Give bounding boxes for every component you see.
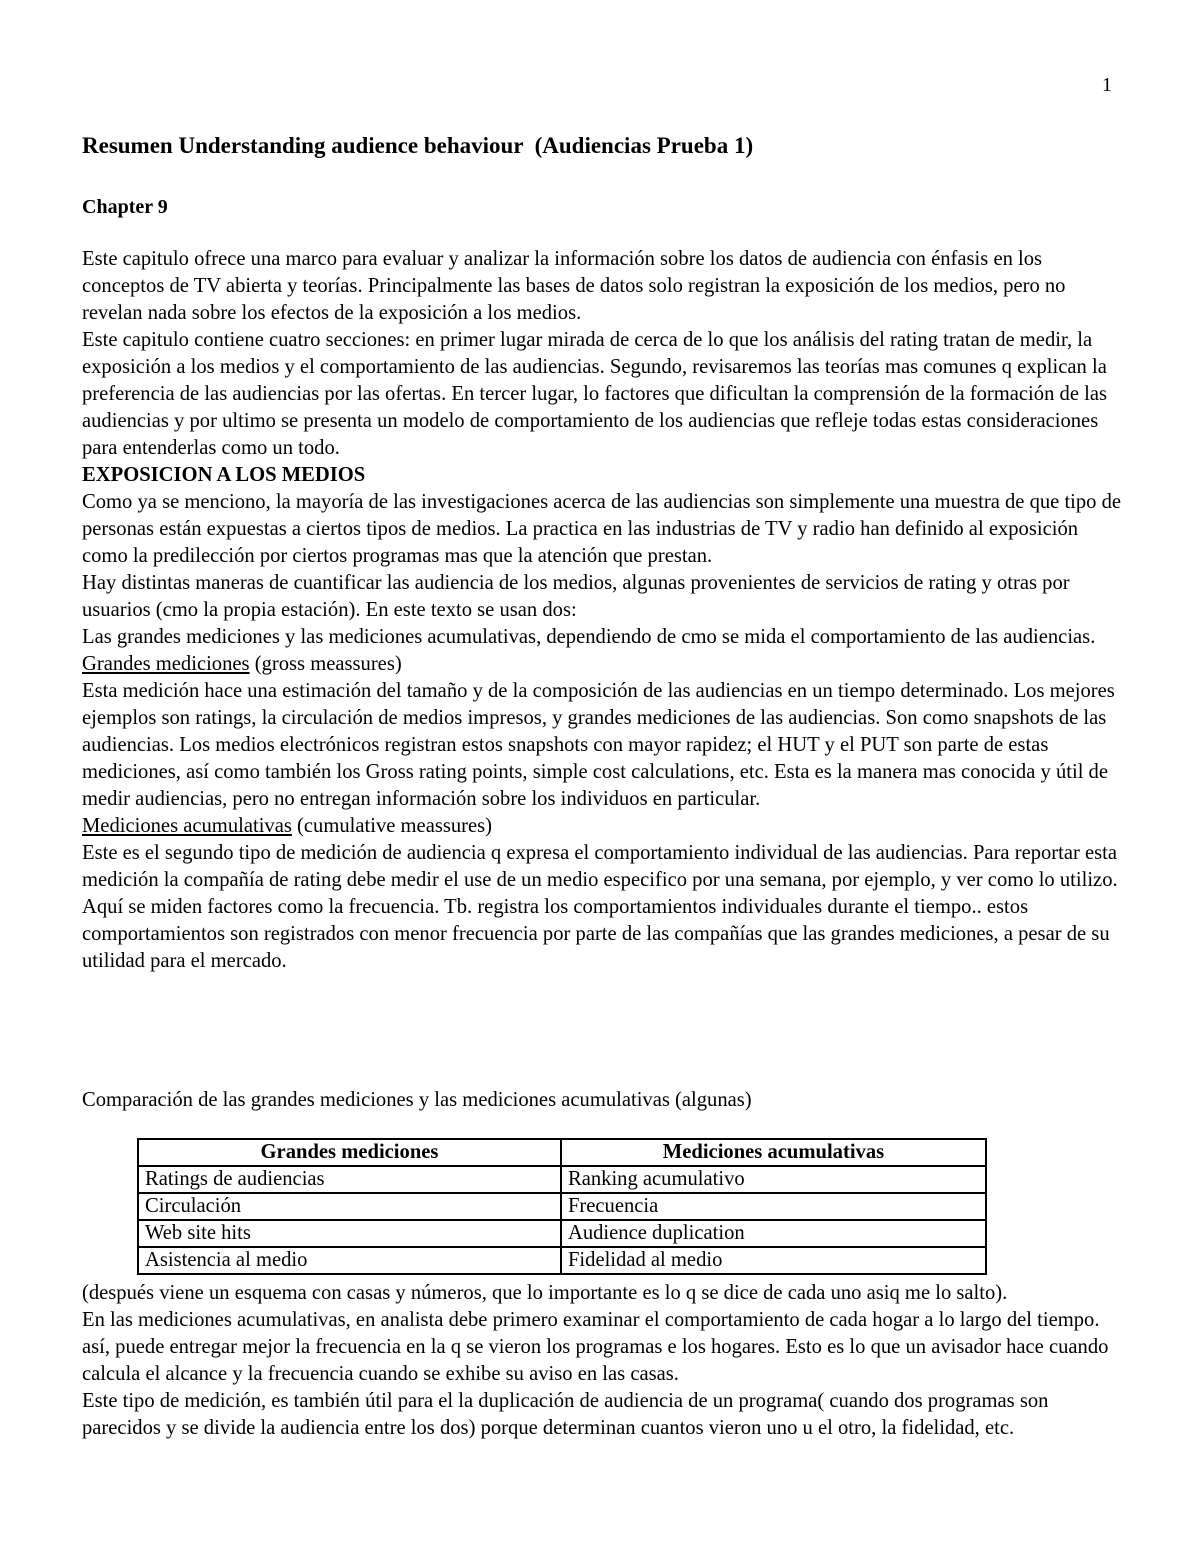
table-header-row — [138, 1139, 986, 1166]
exposicion-paragraph-3: Las grandes mediciones y las mediciones acumulativas, dependiendo de cmo se mida el comportamiento de las audiencias. — [82, 626, 1096, 648]
after-table-paragraph-3: Este tipo de medición, es también útil para el la duplicación de audiencia de un programa( cuando dos programas son parecidos y se divide la audiencia entre los dos) porque determinan cuantos vieron uno u el otro, la fidelidad, etc. — [82, 1390, 1049, 1439]
table-cell: Ratings de audiencias — [138, 1166, 561, 1193]
table-header-acumulativas: Mediciones acumulativas — [561, 1139, 986, 1166]
table-cell: Circulación — [138, 1193, 561, 1220]
grandes-label: Grandes mediciones — [82, 653, 250, 675]
comparison-intro: Comparación de las grandes mediciones y las mediciones acumulativas (algunas) — [82, 1089, 752, 1111]
grandes-label-suffix: (gross meassures) — [249, 653, 402, 675]
intro-paragraph-2: Este capitulo contiene cuatro secciones: en primer lugar mirada de cerca de lo que los análisis del rating tratan de medir, la exposición a los medios y el comportamiento de las audiencias. Segundo, revisaremos las teorías mas comunes q explican la preferencia de las audiencias por las ofertas. En tercer lugar, lo factores que dificultan la comprensión de la formación de las audiencias y por ultimo se presenta un modelo de comportamiento de los audiencias que refleje todas estas consideraciones para entenderlas como un todo. — [82, 329, 1107, 459]
comparison-intro-block — [82, 1087, 1122, 1114]
exposicion-paragraph-2: Hay distintas maneras de cuantificar las audiencia de los medios, algunas provenientes de servicios de rating y otras por usuarios (cmo la propia estación). En este texto se usan dos: — [82, 572, 1070, 621]
table-row — [138, 1193, 986, 1220]
grandes-subheading — [82, 651, 1122, 678]
comparison-table — [137, 1138, 987, 1275]
after-table-paragraph-2: En las mediciones acumulativas, en analista debe primero examinar el comportamiento de cada hogar a lo largo del tiempo. así, puede entregar mejor la frecuencia en la q se vieron los programas e los hogares. Esto es lo que un avisador hace cuando calcula el alcance y la frecuencia cuando se exhibe su aviso en las casas. — [82, 1309, 1109, 1385]
page-number: 1 — [1102, 74, 1112, 96]
table-cell: Ranking acumulativo — [561, 1166, 986, 1193]
table-cell: Audience duplication — [561, 1220, 986, 1247]
acumulativas-label-suffix: (cumulative meassures) — [291, 815, 493, 837]
table-header-grandes: Grandes mediciones — [138, 1139, 561, 1166]
main-text — [82, 246, 1122, 975]
table-row — [138, 1166, 986, 1193]
after-table-paragraph-1: (después viene un esquema con casas y números, que lo importante es lo q se dice de cada uno asiq me lo salto). — [82, 1282, 1008, 1304]
table-cell: Frecuencia — [561, 1193, 986, 1220]
chapter-heading: Chapter 9 — [82, 196, 168, 218]
intro-paragraph-1: Este capitulo ofrece una marco para evaluar y analizar la información sobre los datos de audiencia con énfasis en los conceptos de TV abierta y teorías. Principalmente las bases de datos solo registran la exposición de los medios, pero no revelan nada sobre los efectos de la exposición a los medios. — [82, 248, 1066, 324]
exposicion-paragraph-1: Como ya se menciono, la mayoría de las investigaciones acerca de las audiencias son simplemente una muestra de que tipo de personas están expuestas a ciertos tipos de medios. La practica en las industrias de TV y radio han definido al exposición como la predilección por ciertos programas mas que la atención que prestan. — [82, 491, 1122, 567]
acumulativas-subheading — [82, 813, 1122, 840]
section-heading-exposicion: EXPOSICION A LOS MEDIOS — [82, 464, 366, 486]
document-title: Resumen Understanding audience behaviour (Audiencias Prueba 1) — [82, 133, 754, 158]
acumulativas-paragraph: Este es el segundo tipo de medición de audiencia q expresa el comportamiento individual de las audiencias. Para reportar esta medición la compañía de rating debe medir el use de un medio especifico por una semana, por ejemplo, y ver como lo utilizo. Aquí se miden factores como la frecuencia. Tb. registra los comportamientos individuales durante el tiempo.. estos comportamientos son registrados con menor frecuencia por parte de las compañías que las grandes mediciones, a pesar de su utilidad para el mercado. — [82, 842, 1118, 972]
table-cell: Fidelidad al medio — [561, 1247, 986, 1274]
grandes-paragraph: Esta medición hace una estimación del tamaño y de la composición de las audiencias en un tiempo determinado. Los mejores ejemplos son ratings, la circulación de medios impresos, y grandes mediciones de las audiencias. Son como snapshots de las audiencias. Los medios electrónicos registran estos snapshots con mayor rapidez; el HUT y el PUT son parte de estas mediciones, así como también los Gross rating points, simple cost calculations, etc. Esta es la manera mas conocida y útil de medir audiencias, pero no entregan información sobre los individuos en particular. — [82, 680, 1115, 810]
table-cell: Web site hits — [138, 1220, 561, 1247]
table-cell: Asistencia al medio — [138, 1247, 561, 1274]
table-row — [138, 1220, 986, 1247]
table-row — [138, 1247, 986, 1274]
after-table-text — [82, 1280, 1122, 1442]
acumulativas-label: Mediciones acumulativas — [82, 815, 292, 837]
